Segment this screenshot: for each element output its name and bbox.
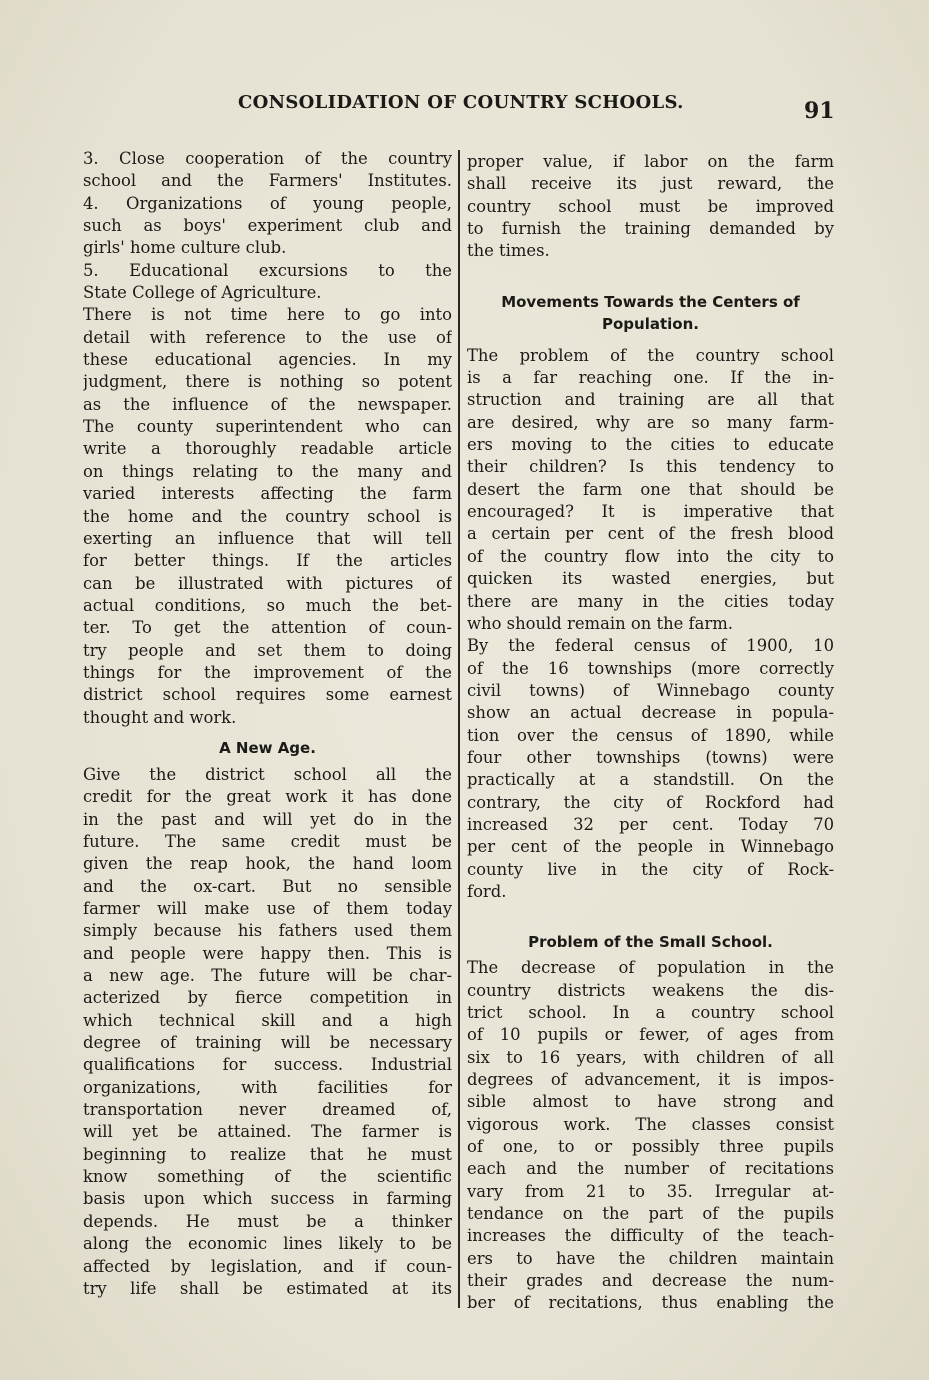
text-line: 3. Close cooperation of the country [83, 149, 452, 168]
text-line: on things relating to the many and [83, 461, 452, 481]
text-line: encouraged? It is imperative that [467, 502, 834, 522]
text-line: degrees of advancement, it is impos- [467, 1070, 834, 1090]
text-line: The problem of the country school [467, 345, 834, 365]
text-line: ber of recitations, thus enabling the [467, 1293, 834, 1313]
text-line: a certain per cent of the fresh blood [467, 524, 834, 544]
text-line: things for the improvement of the [83, 662, 452, 682]
text-line: affected by legislation, and if coun- [83, 1256, 452, 1276]
text-line: tendance on the part of the pupils [467, 1204, 834, 1224]
text-line: country school must be improved [467, 196, 834, 216]
text-line: contrary, the city of Rockford had [467, 792, 834, 812]
text-line: acterized by fierce competition in [83, 988, 452, 1008]
right-column [467, 151, 834, 1315]
heading-movements-line-1: Movements Towards the Centers of [501, 292, 800, 311]
text-line: depends. He must be a thinker [83, 1211, 452, 1231]
text-line: country districts weakens the dis- [467, 980, 834, 1000]
text-line: struction and training are all that [467, 390, 834, 410]
text-line: practically at a standstill. On the [467, 770, 834, 790]
left-paragraphs-b [83, 764, 452, 1300]
text-line: of 10 pupils or fewer, of ages from [467, 1025, 834, 1045]
text-line: per cent of the people in Winnebago [467, 837, 834, 857]
heading-problem-small-school: Problem of the Small School. [528, 933, 773, 952]
text-line: write a thoroughly readable article [83, 439, 452, 459]
text-line: beginning to realize that he must [83, 1144, 452, 1164]
text-line: civil towns) of Winnebago county [467, 680, 834, 700]
text-line: vigorous work. The classes consist [467, 1114, 834, 1134]
text-line: There is not time here to go into [83, 305, 452, 325]
text-line: trict school. In a country school [467, 1003, 834, 1022]
text-line: a new age. The future will be char- [83, 966, 452, 986]
text-line: of one, to or possibly three pupils [467, 1137, 834, 1157]
right-paragraphs-a [467, 151, 834, 263]
text-line: basis upon which success in farming [83, 1189, 452, 1209]
text-line: girls' home culture club. [83, 238, 287, 258]
right-paragraphs-b [467, 345, 834, 904]
text-line: along the economic lines likely to be [83, 1234, 452, 1254]
text-line: detail with reference to the use of [83, 327, 452, 347]
text-line: Give the district school all the [83, 764, 452, 784]
text-line: The county superintendent who can [83, 417, 452, 437]
text-line: proper value, if labor on the farm [467, 152, 834, 171]
text-line: as the influence of the newspaper. [83, 394, 452, 414]
text-line: six to 16 years, with children of all [467, 1047, 834, 1067]
text-line: their children? Is this tendency to [467, 457, 834, 477]
text-line: can be illustrated with pictures of [83, 573, 452, 593]
text-line: By the federal census of 1900, 10 [467, 636, 834, 656]
text-line: county live in the city of Rock- [467, 859, 834, 879]
text-line: will yet be attained. The farmer is [83, 1122, 452, 1142]
text-line: 5. Educational excursions to the [83, 260, 452, 280]
text-line: desert the farm one that should be [467, 479, 834, 499]
text-line: in the past and will yet do in the [83, 809, 452, 829]
text-line: for better things. If the articles [83, 551, 452, 571]
text-line: transportation never dreamed of, [83, 1100, 452, 1120]
text-line: quicken its wasted energies, but [467, 569, 834, 589]
text-line: future. The same credit must be [83, 831, 452, 851]
text-line: simply because his fathers used them [83, 921, 452, 941]
text-line: their grades and decrease the num- [467, 1271, 834, 1291]
left-paragraphs-a [83, 148, 452, 729]
text-line: thought and work. [83, 707, 237, 727]
text-line: organizations, with facilities for [83, 1077, 452, 1097]
text-line: school and the Farmers' Institutes. [83, 171, 452, 191]
text-line: of the country flow into the city to [467, 546, 834, 566]
text-line: of the 16 townships (more correctly [467, 658, 834, 678]
text-line: qualifications for success. Industrial [83, 1055, 452, 1075]
heading-movements-line-2: Population. [602, 314, 699, 333]
text-line: which technical skill and a high [83, 1010, 452, 1030]
text-line: credit for the great work it has done [83, 787, 452, 807]
text-line: ers moving to the cities to educate [467, 435, 834, 455]
text-line: the home and the country school is [83, 506, 452, 526]
text-line: and people were happy then. This is [83, 943, 452, 963]
text-line: judgment, there is nothing so potent [83, 372, 452, 392]
text-line: sible almost to have strong and [467, 1092, 834, 1112]
text-line: try life shall be estimated at its [83, 1278, 452, 1298]
text-line: ter. To get the attention of coun- [83, 618, 452, 638]
text-line: district school requires some earnest [83, 685, 452, 705]
text-line: show an actual decrease in popula- [467, 703, 834, 723]
text-line: increased 32 per cent. Today 70 [467, 814, 834, 834]
text-line: each and the number of recitations [467, 1159, 834, 1179]
text-line: degree of training will be necessary [83, 1033, 452, 1053]
text-line: is a far reaching one. If the in- [467, 368, 834, 388]
text-line: State College of Agriculture. [83, 283, 322, 303]
text-line: these educational agencies. In my [83, 350, 452, 370]
text-line: know something of the scientific [83, 1167, 452, 1187]
text-line: increases the difficulty of the teach- [467, 1226, 834, 1246]
text-line: exerting an influence that will tell [83, 528, 452, 548]
text-line: tion over the census of 1890, while [467, 725, 834, 745]
right-paragraphs-c [467, 957, 834, 1315]
page-number: 91 [804, 98, 835, 124]
left-column [83, 148, 452, 1300]
column-divider-rule [458, 150, 460, 1308]
text-line: 4. Organizations of young people, [83, 193, 452, 213]
running-header-title: CONSOLIDATION OF COUNTRY SCHOOLS. [238, 92, 684, 113]
text-line: there are many in the cities today [467, 591, 834, 611]
text-line: try people and set them to doing [83, 640, 452, 660]
text-line: ers to have the children maintain [467, 1248, 834, 1268]
heading-a-new-age: A New Age. [219, 738, 316, 757]
text-line: such as boys' experiment club and [83, 216, 452, 236]
text-line: the times. [467, 241, 550, 261]
text-line: actual conditions, so much the bet- [83, 595, 452, 615]
text-line: shall receive its just reward, the [467, 174, 834, 194]
text-line: are desired, why are so many farm- [467, 412, 834, 432]
text-line: vary from 21 to 35. Irregular at- [467, 1181, 834, 1201]
text-line: who should remain on the farm. [467, 613, 733, 633]
text-line: to furnish the training demanded by [467, 219, 834, 239]
text-line: ford. [467, 881, 507, 901]
text-line: given the reap hook, the hand loom [83, 854, 452, 874]
text-line: The decrease of population in the [467, 958, 834, 978]
text-line: varied interests affecting the farm [83, 484, 452, 504]
text-line: farmer will make use of them today [83, 899, 452, 918]
text-line: four other townships (towns) were [467, 747, 834, 767]
text-line: and the ox-cart. But no sensible [83, 876, 452, 896]
